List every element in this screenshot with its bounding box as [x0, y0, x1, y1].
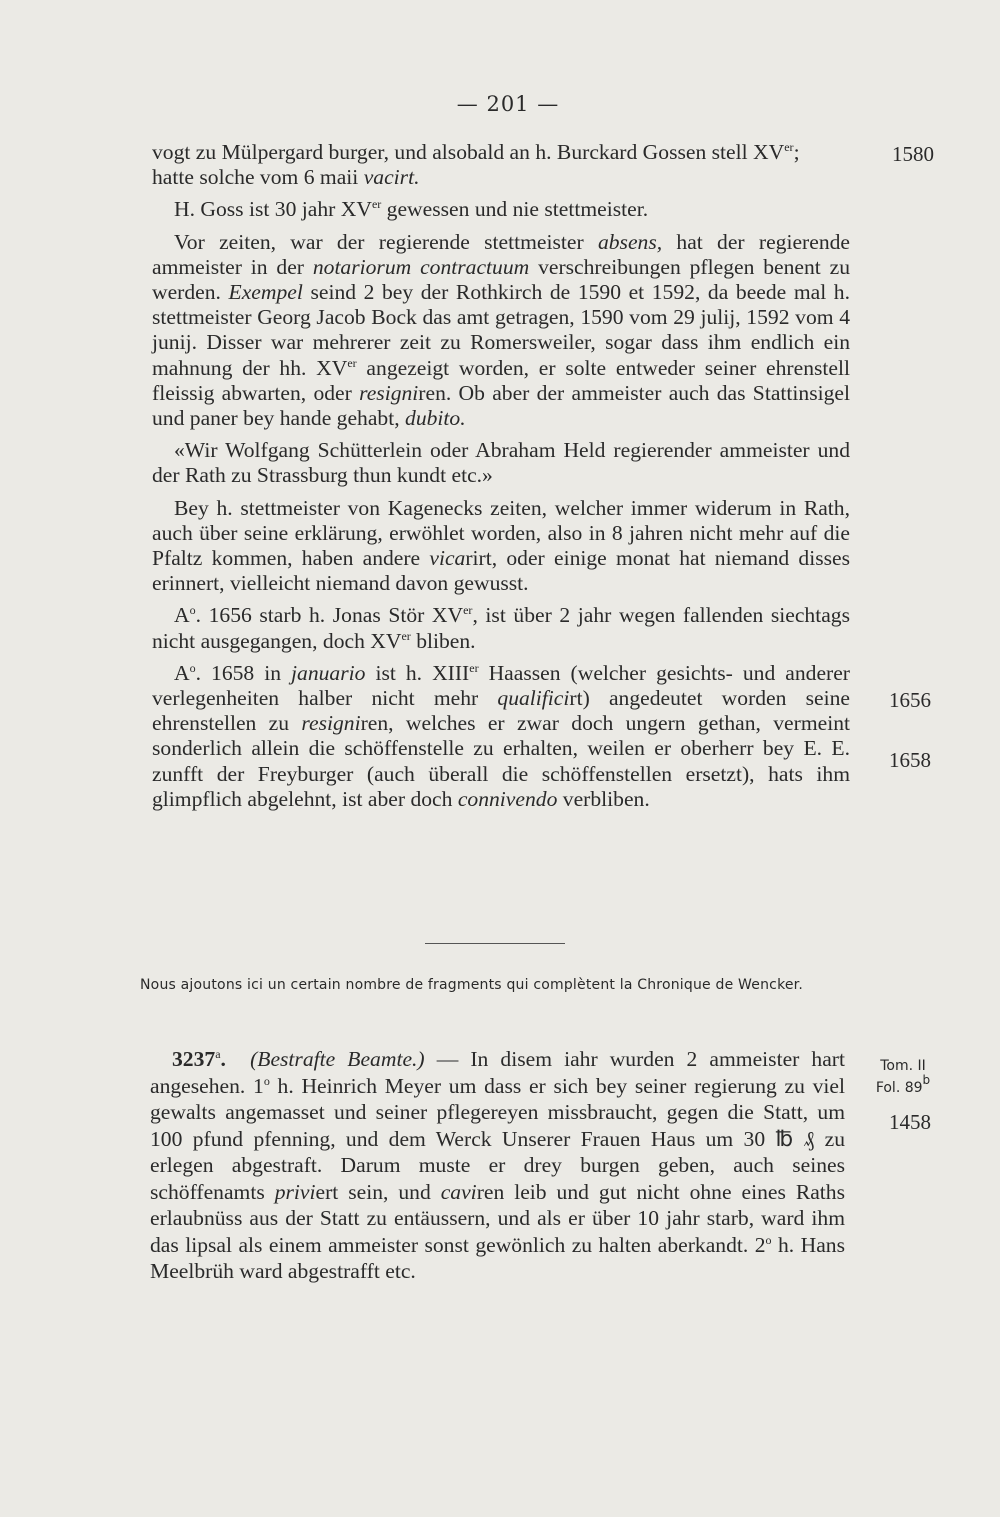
italic-span: resigni [359, 380, 419, 405]
paragraph-2 [152, 197, 850, 222]
text-span: Fol. 89 [875, 1080, 923, 1096]
margin-ref-tom: Tom. II [880, 1058, 926, 1074]
entry-number: 3237 [172, 1047, 216, 1071]
entry-title: (Bestrafte Beamte.) [250, 1047, 425, 1071]
margin-year-1458: 1458 [889, 1110, 931, 1134]
text-span: hatte solche vom 6 maii [152, 165, 364, 190]
entry-paragraph: 3237$^a$. (Bestrafte Beamte.) — In disem iahr wurden 2 ammeister hart angesehen. 1$^o$ h. Heinrich Meyer um dass er sich bey seiner regierung zu viel gewalts angemasset und seiner pflegereyen missbraucht, gegen die Statt, um 100 pfund pfenning, und dem Werck Unserer Frauen Haus um 30 ℔ ₰ zu erlegen abgestraft. Darum muste er drey burgen geben, auch seines schöffenamts priviert sein, und caviren leib und gut nicht ohne eines Raths erlaubnüss aus der Statt zu entäussern, und als er über 10 jahr starb, ward ihm das lipsal als einem ammeister sonst gewönlich zu halten aberkandt. 2$^o$ h. Hans Meelbrüh ward abgestrafft etc. [150, 1047, 846, 1283]
text-span: gewessen und nie stettmeister. [381, 197, 649, 222]
superscript: o [189, 603, 196, 618]
superscript: er [463, 603, 473, 618]
text-span: Vor zeiten, war der regierende stettmeister [174, 229, 598, 254]
text-span: A [174, 660, 190, 685]
paragraph-3 [152, 230, 850, 432]
text-span: h. Hans Meelbrüh ward abgestrafft etc. [150, 1232, 845, 1283]
italic-span: Exempel [228, 280, 303, 305]
superscript: a [215, 1047, 221, 1061]
paragraph-7 [152, 661, 850, 812]
text-span: Bey h. stettmeister von Kagenecks zeiten, welcher immer widerum in Rath, auch über seine erklärung, erwöhlet worden, also in 8 jahren nicht mehr auf die Pfaltz kommen, haben andere [152, 495, 850, 571]
text-span: ert sein, und [315, 1179, 441, 1204]
section-divider [425, 943, 565, 944]
paragraph-4 [152, 438, 850, 488]
text-span: rirt, oder einige monat hat niemand disses erinnert, vielleicht niemand davon gewusst. [152, 546, 850, 596]
text-span: verschreibungen pflegen benent zu werden. [152, 254, 850, 305]
italic-span: notariorum contractuum [312, 254, 530, 279]
text-span: , ist über 2 jahr wegen fallenden siechtags nicht ausgegangen, doch XV [152, 603, 850, 653]
text-span: H. Goss ist 30 jahr XV [174, 197, 372, 222]
italic-span: connivendo [457, 786, 558, 811]
superscript: b [922, 1073, 931, 1087]
text-span: ist h. XIII [365, 660, 470, 685]
text-span: hat der regierende ammeister in der [152, 229, 851, 279]
page-number-text: — 201 — [456, 92, 560, 116]
superscript: er [469, 660, 479, 675]
text-span: ren leib und gut nicht ohne eines Raths erlaubnüss aus der Statt zu entäussern, und als er über 10 jahr starb, ward ihm das lipsal als einem ammeister sonst gewönlich zu halten aberkandt. 2 [150, 1179, 846, 1257]
text-span: rt) angedeutet worden seine ehrenstellen zu [152, 686, 851, 736]
italic-span: dubito. [405, 406, 466, 431]
paragraph-5 [152, 496, 850, 597]
paragraph-6 [152, 603, 850, 653]
superscript: o [189, 660, 196, 675]
superscript: er [371, 197, 382, 212]
text-span: ren, welches er zwar doch ungern gethan, vermeint sonderlich allein die schöffenstelle zu erhalten, weilen er oberherr bey E. E. zunfft der Freyburger (auch überall die schöffenstellen ersetzt), hats ihm glimpflich abgelehnt, ist aber doch [152, 711, 850, 811]
text-span: vogt zu Mülpergard burger, und alsobald an h. Burckard Gossen stell XV [152, 140, 785, 164]
italic-span: januario [291, 660, 366, 685]
paragraph-1 [152, 140, 850, 190]
italic-span: privi [274, 1179, 316, 1204]
text-span: seind 2 bey der Rothkirch de 1590 et 1592, da beede mal h. stettmeister Georg Jacob Bock das amt getragen, 1590 vom 29 julij, 1592 vom 4 junij. Disser war mehrerer zeit zu Romersweiler, sogar dass ihm endlich ein mahnung der hh. XV [152, 280, 850, 380]
margin-reference [858, 1055, 948, 1099]
italic-span: resigni [301, 711, 361, 736]
superscript: er [401, 628, 411, 643]
superscript: o [263, 1073, 270, 1088]
chronicle-entry [150, 1046, 845, 1285]
superscript: er [784, 140, 794, 154]
text-span: . 1656 starb h. Jonas Stör XV [195, 603, 464, 628]
text-span: . 1658 in [195, 660, 292, 685]
text-span: verbliben. [557, 786, 650, 811]
superscript: o [765, 1232, 772, 1247]
text-span: «Wir Wolfgang Schütterlein oder Abraham Held regierender ammeister und der Rath zu Strassburg thun kundt etc.» [152, 438, 850, 488]
text-span: bliben. [410, 628, 476, 653]
text-span: h. Heinrich Meyer um dass er sich bey seiner regierung zu viel gewalts angemasset und seiner pflegereyen missbraucht, gegen die Statt, um 100 pfund pfenning, und dem Werck Unserer Frauen Haus um 30 [150, 1073, 845, 1151]
italic-span: vica [429, 546, 466, 571]
margin-year-1580: 1580 [892, 142, 934, 166]
text-span: A [174, 603, 190, 628]
italic-span: absens, [597, 229, 663, 254]
page-number [0, 92, 1000, 116]
currency-symbols: ℔ ₰ [775, 1126, 815, 1151]
italic-span: vacirt. [363, 165, 420, 190]
editorial-note: Nous ajoutons ici un certain nombre de fragments qui complètent la Chronique de Wencker. [140, 977, 804, 993]
text-span: — In disem iahr wurden 2 ammeister hart angesehen. 1 [150, 1047, 845, 1098]
main-text [152, 140, 850, 819]
text-span: ; [793, 140, 800, 164]
text-span: ren. Ob aber der ammeister auch das Stattinsigel und paner bey hande gehabt, [152, 380, 850, 431]
text-span: angezeigt worden, er solte entweder seiner ehrenstell fleissig abwarten, oder [152, 355, 850, 405]
text-span: Haassen (welcher gesichts- und anderer verlegenheiten halber nicht mehr [152, 660, 851, 711]
margin-year-1656: 1656 [889, 688, 931, 712]
margin-ref-fol [858, 1073, 948, 1099]
margin-year-1658: 1658 [889, 748, 931, 772]
superscript: er [347, 355, 357, 370]
italic-span: qualifici [497, 686, 570, 711]
italic-span: cavi [440, 1179, 477, 1204]
text-span: zu erlegen abgestraft. Darum muste er drey burgen geben, auch seines schöffenamts [150, 1126, 845, 1204]
